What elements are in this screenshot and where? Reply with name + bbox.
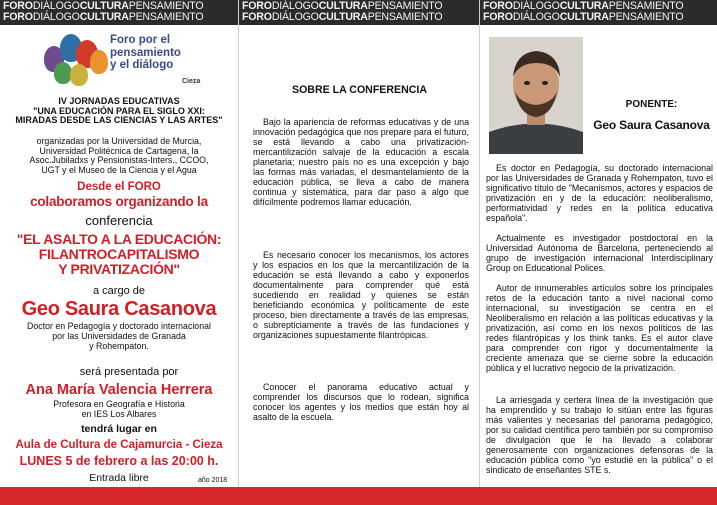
presenter-credentials: Profesora en Geografía e Historia en IES Los Albares: [53, 399, 185, 419]
header-line: FORODIÁLOGOCULTURAPENSAMIENTO: [483, 11, 684, 23]
flyer-panel-event: [0, 0, 238, 487]
date-time-text: LUNES 5 de febrero a las 20:00 h.: [19, 454, 219, 468]
speaker-photo: [489, 37, 583, 154]
about-paragraph: Conocer el panorama educativo actual y comprender los discursos que lo rodean, significa conocer los agentes y los medios que están hoy al asalto de la escuela.: [253, 382, 469, 422]
about-heading: SOBRE LA CONFERENCIA: [292, 84, 427, 96]
presentada-label: será presentada por: [79, 366, 179, 378]
colaboramos-text: colaboramos organizando la: [30, 194, 208, 209]
logo-wordmark: Foro por el pensamiento y el diálogo: [110, 34, 181, 71]
bio-paragraph: Autor de innumerables artículos sobre los principales retos de la educación tanto a nivel nacional como internacional, su investigación se centra en el Neoliberalismo en relación a las políticas educativas y la privatización, así como en los nexos políticos de las redes filantrópicas y los think tanks. Es el autor clave para comprender con rigor y documentalmente la creciente amenaza que se cierne sobre la educación pública y el lucrativo negocio de la privatización.: [486, 283, 713, 373]
a-cargo-label: a cargo de: [93, 285, 145, 297]
panel-header-band: [239, 0, 479, 25]
flyer-panel-about: [238, 0, 479, 487]
speaker-name: Geo Saura Casanova: [21, 298, 217, 320]
about-paragraph: Bajo la apariencia de reformas educativas y de una innovación pedagógica que nos prepare para el futuro, se está llevando a cabo una privatización-mercantilización salvaje de la educación a escala planetaria; nuestro país no es una excepción y bajo las formas más variadas, el desmantelamiento de la educación pública, se lleva a cabo de manera continua y sistemática, para dar paso a algo que difícilmente podremos llamar educación.: [253, 117, 469, 207]
speaker-portrait-icon: [489, 37, 583, 154]
desde-text: Desde el FORO: [77, 181, 161, 193]
conference-title: "EL ASALTO A LA EDUCACIÓN: FILANTROCAPITALISMO Y PRIVATIZACIÓN": [16, 231, 222, 277]
speaker-credentials: Doctor en Pedagogía y doctorado internacional por las Universidades de Granada y Rohempaton.: [27, 321, 211, 351]
header-line: FORODIÁLOGOCULTURAPENSAMIENTO: [242, 11, 443, 23]
entrada-libre-text: Entrada libre: [89, 472, 149, 484]
jornadas-heading: IV JORNADAS EDUCATIVAS "UNA EDUCACIÓN PARA EL SIGLO XXI: MIRADAS DESDE LAS CIENCIAS Y LAS ARTES": [15, 96, 223, 125]
bio-paragraph: Es doctor en Pedagogía, su doctorado internacional por las Universidades de Granada y Rohempaton, tuvo el significativo título de "Mecanismos, actores y espacios de privatización en y de la educación: neoliberalismo, performatividad y redes en la política educativa española".: [486, 163, 713, 223]
ponente-name: Geo Saura Casanova: [593, 118, 710, 132]
panel-header-band: [480, 0, 717, 25]
ponente-label: PONENTE:: [625, 99, 678, 110]
foro-logo: [40, 30, 200, 88]
bottom-red-bar: [0, 487, 717, 505]
header-line: FORODIÁLOGOCULTURAPENSAMIENTO: [483, 0, 684, 12]
bio-paragraph: La arriesgada y certera línea de la investigación que ha emprendido y su trabajo lo sitúan entre las figuras más valientes y necesarias del panorama pedagógico, por su calidad científica pero también por su compromiso de divulgación que le ha llevado a colaborar generosamente con organizaciones defensoras de la educación pública como "yo estudié en la pública" o el sindicato de enseñantes STE s.: [486, 395, 713, 475]
header-line: FORODIÁLOGOCULTURAPENSAMIENTO: [242, 0, 443, 12]
year-label: año 2018: [198, 477, 228, 484]
venue-text: Aula de Cultura de Cajamurcia - Cieza: [15, 439, 223, 451]
header-line: FORODIÁLOGOCULTURAPENSAMIENTO: [3, 11, 204, 23]
header-line: FORODIÁLOGOCULTURAPENSAMIENTO: [3, 0, 204, 12]
logo-city: Cieza: [182, 78, 201, 85]
faces-logo-icon: [40, 32, 110, 86]
conferencia-label: conferencia: [85, 213, 153, 228]
organizers-text: organizadas por la Universidad de Murcia, Universidad Politécnica de Cartagena, la Asoc.Jubiladxs y Pensionistas-Inters., CCOO, UGT y el Museo de la Ciencia y el Agua: [29, 136, 209, 175]
about-paragraph: Es necesario conocer los mecanismos, los actores y los espacios en los que la mercantilización de la educación se está llevando a cabo y exponerlos documentalmente para comprender qué está sucediendo en realidad y quienes se están beneficiando económica y políticamente de este proceso, bien directamente a través de las empresas, o subrepticiamente a través de las fundaciones y organizaciones supuestamente filantrópicas.: [253, 250, 469, 340]
tendra-label: tendrá lugar en: [81, 423, 157, 435]
flyer-panel-speaker: [479, 0, 717, 487]
panel-header-band: [0, 0, 238, 25]
bio-paragraph: Actualmente es investigador postdoctoral en la Universidad Autónoma de Barcelona, perteneciendo al grupo de investigación internacional Interdisciplinary Group on Educational Polices.: [486, 233, 713, 273]
presenter-name: Ana María Valencia Herrera: [25, 382, 213, 398]
